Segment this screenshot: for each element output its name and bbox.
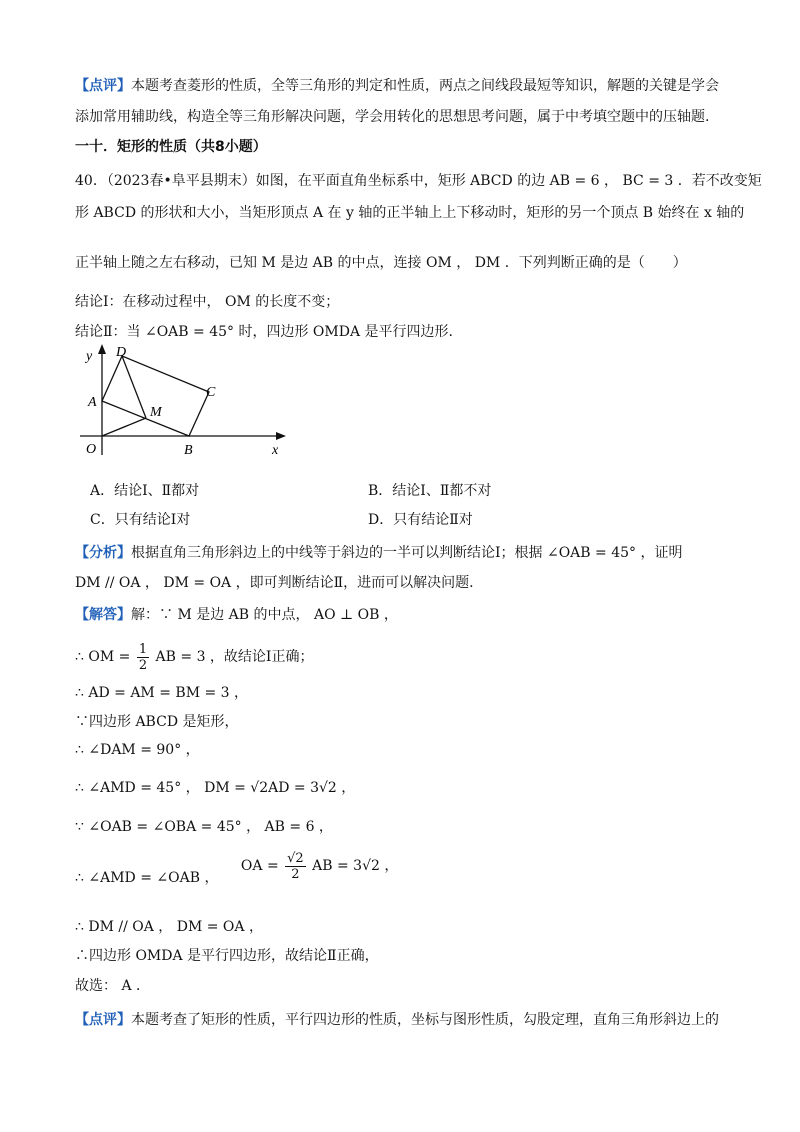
label-y: y [86, 349, 93, 364]
solution-line-4: ∵四边形 ABCD 是矩形， [75, 714, 239, 730]
segment-om [102, 418, 146, 436]
solution-line-3: ∴ AD = AM = BM = 3 ， [75, 685, 249, 701]
question-line-1: 40．（2023春•阜平县期末）如图，在平面直角坐标系中，矩形 ABCD 的边 AB = 6 ， BC = 3 ．若不改变矩 [75, 173, 762, 189]
section-title: 一十．矩形的性质（共8小题） [75, 139, 267, 155]
rectangle-abcd [102, 356, 209, 436]
solution-line-7: ∵ ∠OAB = ∠OBA = 45° ， AB = 6 ， [75, 819, 333, 835]
analysis-tag: 【分析】 [75, 545, 131, 561]
comment-tag-2: 【点评】 [75, 1012, 131, 1028]
fraction-one-half: $\frac{1}{2}$ [138, 641, 148, 673]
solution-line-1: 【解答】解：∵ M 是边 AB 的中点， AO ⊥ OB ， [75, 607, 398, 623]
option-c[interactable]: C．只有结论Ⅰ对 [90, 512, 191, 528]
solution-line-5: ∴ ∠DAM = 90° ， [75, 742, 200, 758]
solution-line-8: ∴ ∠AMD = ∠OAB ， OA = $\frac{√2}{2}$ AB = 3√2 ， [75, 850, 399, 886]
solution-line-10: ∴四边形 OMDA 是平行四边形，故结论Ⅱ正确， [75, 948, 379, 964]
comment-tag: 【点评】 [75, 78, 131, 94]
comment-line-1: 【点评】本题考查了矩形的性质，平行四边形的性质，坐标与图形性质，勾股定理，直角三角形斜边上的 [75, 1012, 719, 1028]
solution-line-6: ∴ ∠AMD = 45° ， DM = √2AD = 3√2 ， [75, 780, 356, 796]
claim-2: 结论Ⅱ：当 ∠OAB = 45° 时，四边形 OMDA 是平行四边形. [75, 324, 453, 340]
label-o: O [86, 442, 97, 457]
label-a: A [88, 395, 97, 410]
solution-line-2: ∴ OM = $\frac{1}{2}$ AB = 3 ，故结论Ⅰ正确； [75, 641, 314, 673]
option-d[interactable]: D．只有结论Ⅱ对 [368, 512, 473, 528]
y-axis-arrow [98, 344, 106, 354]
solution-tag: 【解答】 [75, 607, 131, 623]
question-line-3: 正半轴上随之左右移动，已知 M 是边 AB 的中点，连接 OM ， DM ．下列判断正确的是（ ） [75, 255, 687, 271]
prev-comment-line-1: 【点评】本题考查菱形的性质，全等三角形的判定和性质，两点之间线段最短等知识，解题的关键是学会 [75, 78, 719, 94]
label-x: x [272, 443, 279, 458]
option-a[interactable]: A．结论Ⅰ、Ⅱ都对 [90, 483, 200, 499]
fraction-root2-over-2: $\frac{√2}{2}$ [287, 850, 304, 882]
question-line-2: 形 ABCD 的形状和大小，当矩形顶点 A 在 y 轴的正半轴上上下移动时，矩形的另一个顶点 B 始终在 x 轴的 [75, 205, 745, 221]
option-b[interactable]: B．结论Ⅰ、Ⅱ都不对 [368, 483, 492, 499]
x-axis-arrow [276, 432, 286, 440]
analysis-line-1: 【分析】根据直角三角形斜边上的中线等于斜边的一半可以判断结论Ⅰ；根据 ∠OAB = 45° ，证明 [75, 545, 683, 561]
segment-dm [122, 356, 146, 418]
solution-line-11: 故选： A ． [75, 978, 151, 994]
label-d: D [116, 345, 127, 360]
prev-comment-line-2: 添加常用辅助线，构造全等三角形解决问题，学会用转化的思想思考问题，属于中考填空题中的压轴题. [75, 109, 710, 125]
label-m: M [150, 405, 162, 420]
coordinate-figure [80, 340, 300, 460]
solution-line-9: ∴ DM // OA ， DM = OA ， [75, 919, 263, 935]
label-b: B [184, 443, 193, 458]
label-c: C [206, 385, 216, 400]
claim-1: 结论Ⅰ：在移动过程中， OM 的长度不变； [75, 294, 340, 310]
analysis-line-2: DM // OA ， DM = OA ，即可判断结论Ⅱ，进而可以解决问题. [75, 575, 474, 591]
